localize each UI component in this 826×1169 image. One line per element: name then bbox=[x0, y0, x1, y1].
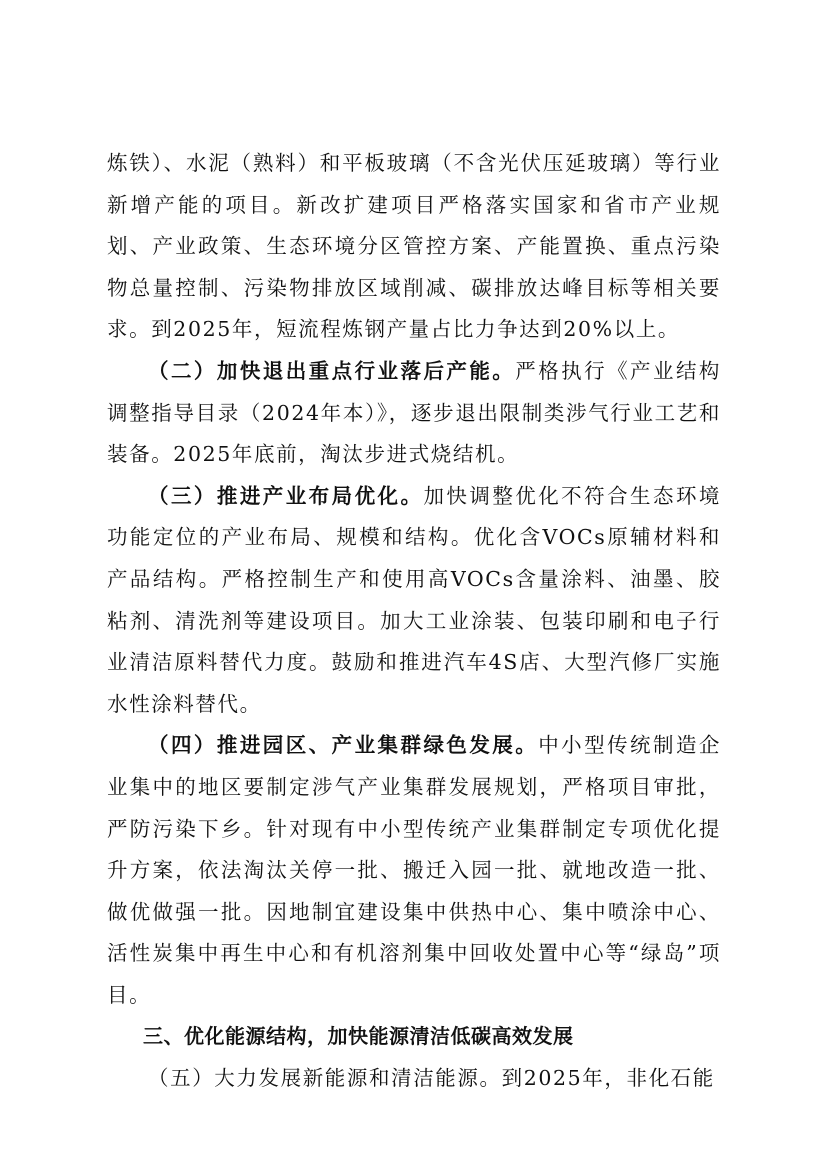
paragraph-text: 加快调整优化不符合生态环境功能定位的产业布局、规模和结构。优化含VOCs原辅材料和产品结构。严格控制生产和使用高VOCs含量涂料、油墨、胶粘剂、清洗剂等建设项目。加大工业涂装、包装印刷和电子行业清洁原料替代力度。鼓励和推进汽车4S店、大型汽修厂实施水性涂料替代。 bbox=[107, 483, 721, 716]
subsection-heading-5: （五）大力发展新能源和清洁能源。 bbox=[148, 1066, 502, 1091]
paragraph-continuation bbox=[107, 143, 721, 351]
paragraph-text: 到2025年，非化石能 bbox=[501, 1066, 715, 1091]
document-page bbox=[107, 143, 721, 1100]
paragraph-industrial-layout bbox=[107, 476, 721, 726]
paragraph-text: 中小型传统制造企业集中的地区要制定涉气产业集群发展规划，严格项目审批，严防污染下乡。针对现有中小型传统产业集群制定专项优化提升方案，依法淘汰关停一批、搬迁入园一批、就地改造一批、做优做强一批。因地制宜建设集中供热中心、集中喷涂中心、活性炭集中再生中心和有机溶剂集中回收处置中心等“绿岛”项目。 bbox=[107, 733, 721, 1007]
paragraph-eliminate-outdated-capacity bbox=[107, 351, 721, 476]
subsection-heading-4: （四）推进园区、产业集群绿色发展。 bbox=[148, 733, 539, 758]
subsection-heading-3: （三）推进产业布局优化。 bbox=[148, 483, 424, 508]
paragraph-green-parks bbox=[107, 725, 721, 1016]
section-heading-3: 三、优化能源结构，加快能源清洁低碳高效发展 bbox=[143, 1024, 574, 1049]
paragraph-text: 严格执行《产业结构调整指导目录（2024年本）》，逐步退出限制类涉气行业工艺和装备。2025年底前，淘汰步进式烧结机。 bbox=[107, 358, 721, 467]
subsection-heading-2: （二）加快退出重点行业落后产能。 bbox=[148, 358, 516, 383]
paragraph-new-energy bbox=[107, 1058, 721, 1100]
paragraph-text: 炼铁）、水泥（熟料）和平板玻璃（不含光伏压延玻璃）等行业新增产能的项目。新改扩建项目严格落实国家和省市产业规划、产业政策、生态环境分区管控方案、产能置换、重点污染物总量控制、污染物排放区域削减、碳排放达峰目标等相关要求。到2025年，短流程炼钢产量占比力争达到20%以上。 bbox=[107, 151, 721, 342]
